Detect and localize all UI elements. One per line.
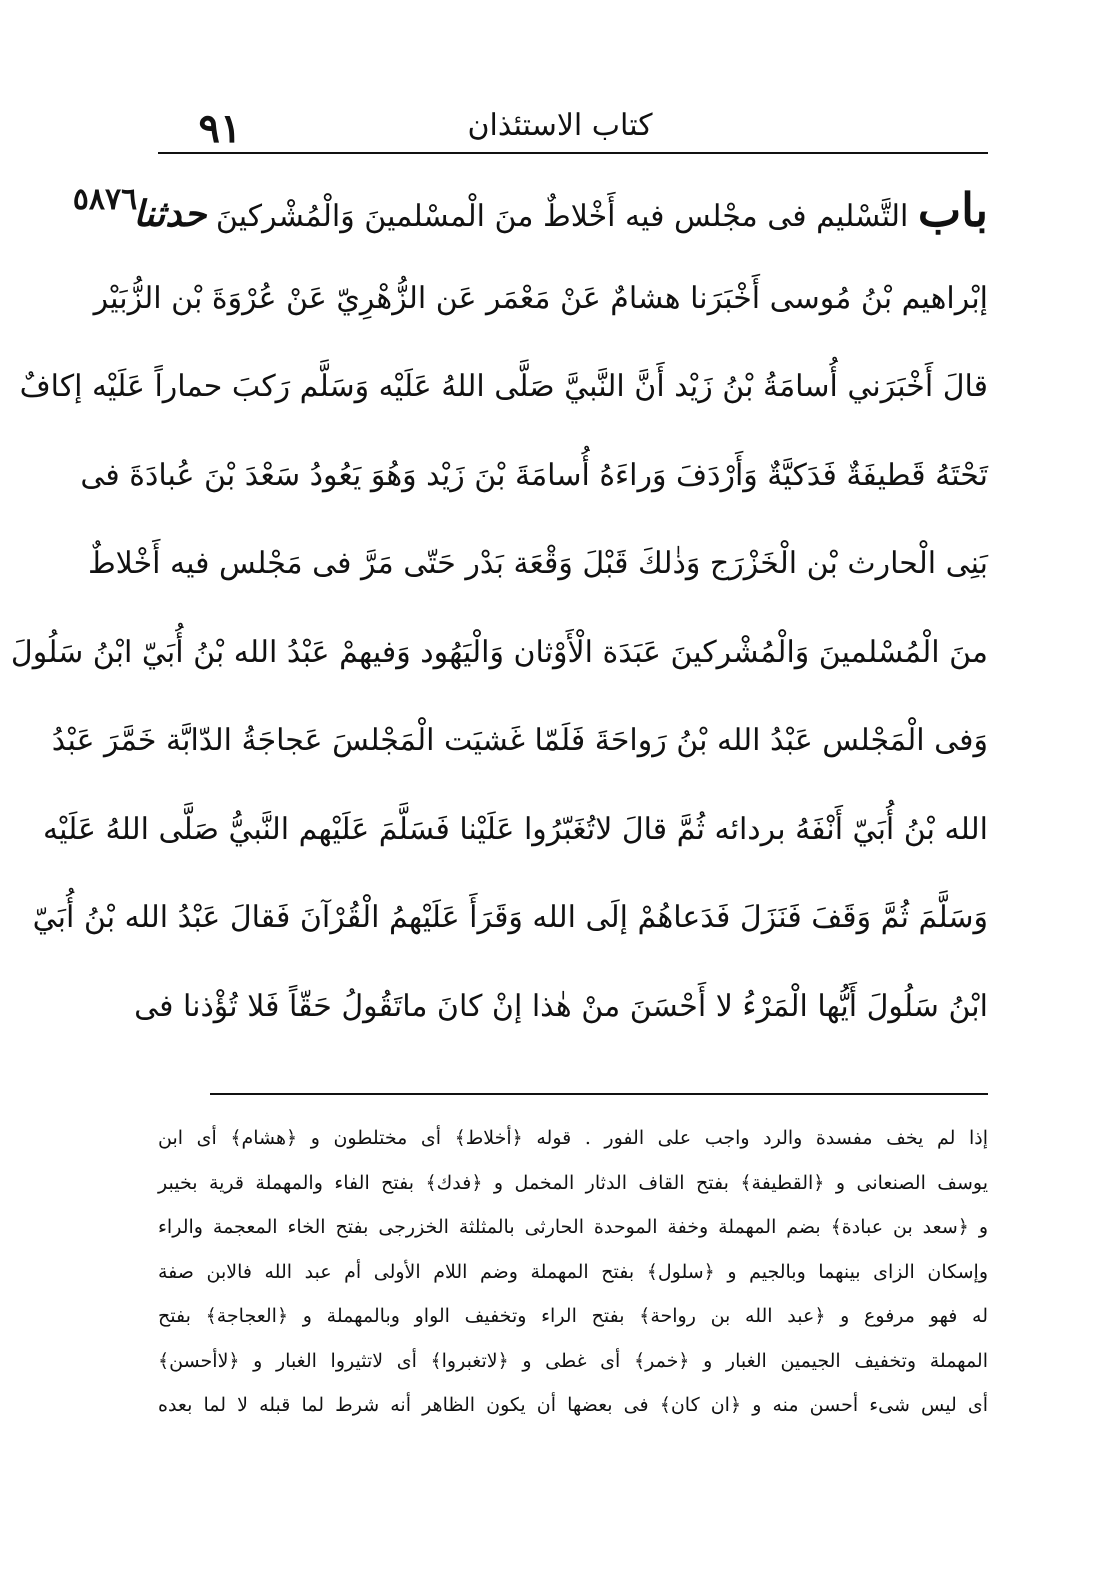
footnote-rule bbox=[210, 1093, 988, 1095]
text-line: قالَ أَخْبَرَني أُسامَةُ بْنُ زَيْد أَنَّ النَّبيَّ صَلَّى اللهُ عَلَيْه وَسَلَّم رَكبَ حماراً عَلَيْه إكافٌ bbox=[19, 369, 988, 404]
text-line: وَسَلَّمَ ثُمَّ وَقَفَ فَنَزَلَ فَدَعاهُمْ إلَى الله وَقَرَأَ عَلَيْهمُ الْقُرْآنَ فَقالَ عَبْدُ الله بْنُ أُبَيّ bbox=[32, 900, 988, 935]
footnote-line: إذا لم يخف مفسدة والرد واجب على الفور . قوله ﴿أخلاط﴾ أى مختلطون و ﴿هشام﴾ أى ابن bbox=[158, 1127, 988, 1149]
running-head: كتاب الاستئذان bbox=[467, 108, 653, 143]
hadith-number: ٥٨٧٦ bbox=[72, 182, 138, 217]
text-line: ابْنُ سَلُولَ أَيُّها الْمَرْءُ لا أَحْسَنَ منْ هٰذا إنْ كانَ ماتَقُولُ حَقّاً فَلا تُؤْذنا فى bbox=[134, 988, 988, 1024]
footnote-line: و ﴿سعد بن عبادة﴾ بضم المهملة وخفة الموحدة الحارثى بالمثلثة الخزرجى بفتح الخاء المعجمة والراء bbox=[158, 1216, 988, 1238]
text-line: تَحْتَهُ قَطيفَةٌ فَدَكيَّةٌ وَأَرْدَفَ وَراءَهُ أُسامَةَ بْنَ زَيْد وَهُوَ يَعُودُ سَعْدَ بْنَ عُبادَةَ فى bbox=[80, 457, 988, 493]
text-line: إبْراهيم بْنُ مُوسى أَخْبَرَنا هشامٌ عَنْ مَعْمَر عَن الزُّهْرِيّ عَنْ عُرْوَةَ بْن الزُّبَيْر bbox=[93, 280, 988, 316]
footnote-line: له فهو مرفوع و ﴿عبد الله بن رواحة﴾ بفتح الراء وتخفيف الواو وبالمهملة و ﴿العجاجة﴾ بفتح bbox=[158, 1305, 988, 1327]
footnote-line: وإسكان الزاى بينهما وبالجيم و ﴿سلول﴾ بفتح المهملة وضم اللام الأولى أم عبد الله فالابن صفة bbox=[158, 1260, 988, 1283]
text-line bbox=[133, 166, 988, 255]
footnote-line: يوسف الصنعانى و ﴿القطيفة﴾ بفتح القاف الدثار المخمل و ﴿فدك﴾ بفتح الفاء والمهملة قرية بخيبر bbox=[158, 1171, 988, 1194]
text-line: منَ الْمُسْلمينَ وَالْمُشْركينَ عَبَدَة الْأَوْثان وَالْيَهُود وَفيهمْ عَبْدُ الله بْنُ أُبَيّ ابْنُ سَلُولَ bbox=[10, 634, 988, 670]
footnote-line: المهملة وتخفيف الجيمين الغبار و ﴿خمر﴾ أى غطى و ﴿لاتغبروا﴾ أى لاتثيروا الغبار و ﴿لاأحسن﴾ bbox=[158, 1349, 988, 1372]
chapter-title: التَّسْليم فى مجْلس فيه أَخْلاطٌ منَ الْمسْلمينَ وَالْمُشْركينَ bbox=[215, 199, 909, 234]
bab-heading: باب bbox=[917, 183, 988, 237]
text-line: وَفى الْمَجْلس عَبْدُ الله بْنُ رَواحَةَ فَلَمّا غَشيَت الْمَجْلسَ عَجاجَةُ الدّابَّة خَمَّرَ عَبْدُ bbox=[51, 723, 988, 758]
footnotes bbox=[158, 1116, 988, 1428]
text-line: الله بْنُ أُبَيّ أَنْفَهُ بردائه ثُمَّ قالَ لاتُغَبّرُوا عَلَيْنا فَسَلَّمَ عَلَيْهم النَّبيُّ صَلَّى اللهُ عَلَيْه bbox=[42, 811, 988, 847]
footnote-line: أى ليس شىء أحسن منه و ﴿ان كان﴾ فى بعضها أن يكون الظاهر أنه شرط لما قبله لا لما بعده bbox=[158, 1394, 988, 1416]
text-line: بَنِى الْحارث بْن الْخَزْرَج وَذٰلكَ قَبْلَ وَقْعَة بَدْر حَتّى مَرَّ فى مَجْلس فيه أَخْلاطٌ bbox=[87, 546, 988, 581]
page-number: ٩١ bbox=[198, 105, 242, 152]
haddathana-word: حدثنا bbox=[133, 193, 207, 235]
header-rule bbox=[158, 152, 988, 154]
